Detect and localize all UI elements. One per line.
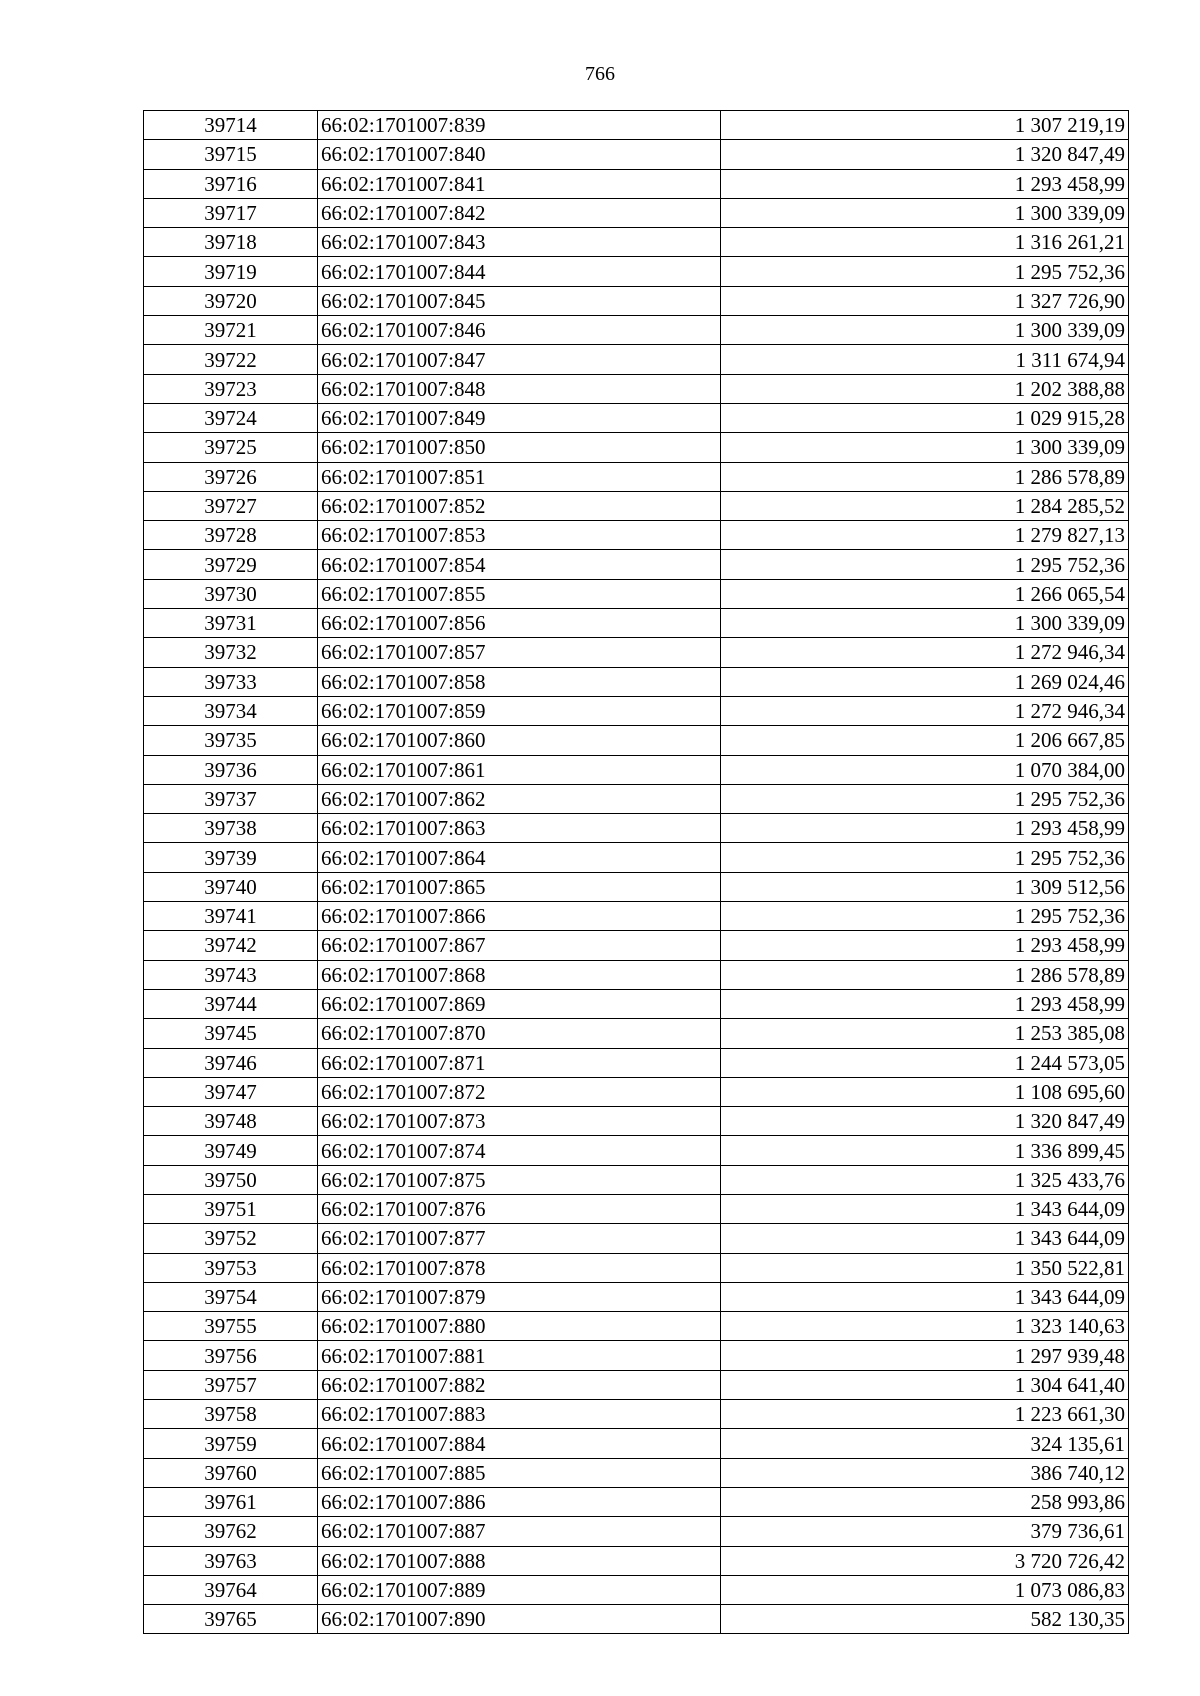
row-number-cell: 39746: [144, 1048, 318, 1077]
cadastral-value-cell: 1 073 086,83: [721, 1575, 1129, 1604]
cadastral-number-cell: 66:02:1701007:874: [318, 1136, 721, 1165]
row-number-cell: 39757: [144, 1370, 318, 1399]
row-number-cell: 39730: [144, 579, 318, 608]
cadastral-number-cell: 66:02:1701007:869: [318, 989, 721, 1018]
cadastral-number-cell: 66:02:1701007:856: [318, 609, 721, 638]
cadastral-value-cell: 386 740,12: [721, 1458, 1129, 1487]
cadastral-value-cell: 582 130,35: [721, 1605, 1129, 1634]
row-number-cell: 39747: [144, 1077, 318, 1106]
cadastral-value-cell: 1 070 384,00: [721, 755, 1129, 784]
cadastral-value-cell: 1 223 661,30: [721, 1400, 1129, 1429]
cadastral-value-cell: 1 325 433,76: [721, 1165, 1129, 1194]
row-number-cell: 39739: [144, 843, 318, 872]
cadastral-number-cell: 66:02:1701007:854: [318, 550, 721, 579]
table-row: [144, 1019, 1129, 1048]
row-number-cell: 39758: [144, 1400, 318, 1429]
row-number-cell: 39717: [144, 198, 318, 227]
row-number-cell: 39715: [144, 140, 318, 169]
row-number-cell: 39752: [144, 1224, 318, 1253]
cadastral-number-cell: 66:02:1701007:857: [318, 638, 721, 667]
cadastral-value-cell: 1 295 752,36: [721, 843, 1129, 872]
cadastral-number-cell: 66:02:1701007:859: [318, 696, 721, 725]
cadastral-value-cell: 1 323 140,63: [721, 1312, 1129, 1341]
table-row: [144, 1605, 1129, 1634]
table-row: [144, 433, 1129, 462]
cadastral-value-cell: 1 293 458,99: [721, 169, 1129, 198]
cadastral-number-cell: 66:02:1701007:840: [318, 140, 721, 169]
row-number-cell: 39763: [144, 1546, 318, 1575]
cadastral-number-cell: 66:02:1701007:844: [318, 257, 721, 286]
row-number-cell: 39725: [144, 433, 318, 462]
cadastral-value-cell: 1 297 939,48: [721, 1341, 1129, 1370]
table-row: [144, 843, 1129, 872]
table-row: [144, 1077, 1129, 1106]
table-row: [144, 1429, 1129, 1458]
row-number-cell: 39719: [144, 257, 318, 286]
table-row: [144, 1370, 1129, 1399]
cadastral-number-cell: 66:02:1701007:861: [318, 755, 721, 784]
row-number-cell: 39728: [144, 521, 318, 550]
cadastral-number-cell: 66:02:1701007:847: [318, 345, 721, 374]
cadastral-value-cell: 1 108 695,60: [721, 1077, 1129, 1106]
table-row: [144, 726, 1129, 755]
row-number-cell: 39754: [144, 1282, 318, 1311]
table-body: [144, 111, 1129, 1634]
cadastral-number-cell: 66:02:1701007:882: [318, 1370, 721, 1399]
row-number-cell: 39716: [144, 169, 318, 198]
page-number: 766: [585, 63, 615, 85]
table-row: [144, 374, 1129, 403]
row-number-cell: 39753: [144, 1253, 318, 1282]
cadastral-number-cell: 66:02:1701007:841: [318, 169, 721, 198]
row-number-cell: 39741: [144, 902, 318, 931]
table-row: [144, 550, 1129, 579]
row-number-cell: 39760: [144, 1458, 318, 1487]
cadastral-number-cell: 66:02:1701007:875: [318, 1165, 721, 1194]
table-row: [144, 1253, 1129, 1282]
cadastral-value-cell: 1 320 847,49: [721, 1107, 1129, 1136]
cadastral-number-cell: 66:02:1701007:850: [318, 433, 721, 462]
table-row: [144, 491, 1129, 520]
row-number-cell: 39745: [144, 1019, 318, 1048]
row-number-cell: 39761: [144, 1487, 318, 1516]
table-row: [144, 316, 1129, 345]
table-row: [144, 1282, 1129, 1311]
table-row: [144, 1136, 1129, 1165]
table-row: [144, 521, 1129, 550]
table-row: [144, 1312, 1129, 1341]
cadastral-value-cell: 1 350 522,81: [721, 1253, 1129, 1282]
cadastral-value-cell: 1 293 458,99: [721, 989, 1129, 1018]
cadastral-value-cell: 1 300 339,09: [721, 316, 1129, 345]
table-row: [144, 902, 1129, 931]
cadastral-number-cell: 66:02:1701007:848: [318, 374, 721, 403]
cadastral-number-cell: 66:02:1701007:886: [318, 1487, 721, 1516]
table-row: [144, 579, 1129, 608]
cadastral-number-cell: 66:02:1701007:853: [318, 521, 721, 550]
cadastral-value-cell: 1 293 458,99: [721, 814, 1129, 843]
cadastral-value-cell: 379 736,61: [721, 1517, 1129, 1546]
cadastral-number-cell: 66:02:1701007:860: [318, 726, 721, 755]
table-row: [144, 1194, 1129, 1223]
row-number-cell: 39740: [144, 872, 318, 901]
cadastral-number-cell: 66:02:1701007:889: [318, 1575, 721, 1604]
row-number-cell: 39714: [144, 111, 318, 140]
cadastral-value-cell: 258 993,86: [721, 1487, 1129, 1516]
cadastral-value-cell: 1 320 847,49: [721, 140, 1129, 169]
row-number-cell: 39733: [144, 667, 318, 696]
row-number-cell: 39721: [144, 316, 318, 345]
cadastral-value-cell: 1 244 573,05: [721, 1048, 1129, 1077]
cadastral-number-cell: 66:02:1701007:890: [318, 1605, 721, 1634]
cadastral-number-cell: 66:02:1701007:858: [318, 667, 721, 696]
cadastral-value-cell: 1 269 024,46: [721, 667, 1129, 696]
cadastral-value-cell: 1 316 261,21: [721, 228, 1129, 257]
cadastral-number-cell: 66:02:1701007:879: [318, 1282, 721, 1311]
cadastral-value-cell: 1 295 752,36: [721, 257, 1129, 286]
cadastral-value-cell: 1 336 899,45: [721, 1136, 1129, 1165]
row-number-cell: 39727: [144, 491, 318, 520]
table-row: [144, 1517, 1129, 1546]
cadastral-number-cell: 66:02:1701007:878: [318, 1253, 721, 1282]
row-number-cell: 39764: [144, 1575, 318, 1604]
table-row: [144, 784, 1129, 813]
cadastral-value-cell: 1 286 578,89: [721, 462, 1129, 491]
cadastral-number-cell: 66:02:1701007:883: [318, 1400, 721, 1429]
table-row: [144, 1575, 1129, 1604]
row-number-cell: 39751: [144, 1194, 318, 1223]
cadastral-value-cell: 1 343 644,09: [721, 1194, 1129, 1223]
table-row: [144, 169, 1129, 198]
row-number-cell: 39744: [144, 989, 318, 1018]
row-number-cell: 39755: [144, 1312, 318, 1341]
row-number-cell: 39759: [144, 1429, 318, 1458]
cadastral-value-cell: 1 327 726,90: [721, 286, 1129, 315]
cadastral-value-table: [143, 110, 1129, 1634]
cadastral-number-cell: 66:02:1701007:868: [318, 960, 721, 989]
cadastral-number-cell: 66:02:1701007:885: [318, 1458, 721, 1487]
table-row: [144, 609, 1129, 638]
cadastral-value-cell: 1 295 752,36: [721, 902, 1129, 931]
table-row: [144, 989, 1129, 1018]
cadastral-number-cell: 66:02:1701007:846: [318, 316, 721, 345]
cadastral-number-cell: 66:02:1701007:880: [318, 1312, 721, 1341]
row-number-cell: 39742: [144, 931, 318, 960]
cadastral-number-cell: 66:02:1701007:873: [318, 1107, 721, 1136]
table-row: [144, 345, 1129, 374]
row-number-cell: 39718: [144, 228, 318, 257]
row-number-cell: 39726: [144, 462, 318, 491]
cadastral-value-cell: 1 029 915,28: [721, 403, 1129, 432]
cadastral-value-cell: 1 295 752,36: [721, 550, 1129, 579]
table-row: [144, 960, 1129, 989]
cadastral-number-cell: 66:02:1701007:839: [318, 111, 721, 140]
cadastral-value-cell: 1 284 285,52: [721, 491, 1129, 520]
cadastral-number-cell: 66:02:1701007:877: [318, 1224, 721, 1253]
table-row: [144, 814, 1129, 843]
cadastral-value-cell: 1 206 667,85: [721, 726, 1129, 755]
cadastral-number-cell: 66:02:1701007:866: [318, 902, 721, 931]
table-row: [144, 1048, 1129, 1077]
cadastral-value-cell: 1 300 339,09: [721, 198, 1129, 227]
table-row: [144, 1487, 1129, 1516]
cadastral-value-cell: 1 202 388,88: [721, 374, 1129, 403]
row-number-cell: 39737: [144, 784, 318, 813]
table-row: [144, 696, 1129, 725]
cadastral-value-cell: 1 300 339,09: [721, 433, 1129, 462]
cadastral-number-cell: 66:02:1701007:845: [318, 286, 721, 315]
cadastral-number-cell: 66:02:1701007:852: [318, 491, 721, 520]
table-row: [144, 286, 1129, 315]
row-number-cell: 39724: [144, 403, 318, 432]
row-number-cell: 39748: [144, 1107, 318, 1136]
table-row: [144, 257, 1129, 286]
cadastral-number-cell: 66:02:1701007:871: [318, 1048, 721, 1077]
table-row: [144, 140, 1129, 169]
table-row: [144, 1546, 1129, 1575]
table-row: [144, 1341, 1129, 1370]
cadastral-number-cell: 66:02:1701007:843: [318, 228, 721, 257]
cadastral-value-cell: 1 311 674,94: [721, 345, 1129, 374]
table-row: [144, 403, 1129, 432]
row-number-cell: 39729: [144, 550, 318, 579]
cadastral-number-cell: 66:02:1701007:887: [318, 1517, 721, 1546]
cadastral-number-cell: 66:02:1701007:865: [318, 872, 721, 901]
cadastral-number-cell: 66:02:1701007:855: [318, 579, 721, 608]
table-row: [144, 755, 1129, 784]
cadastral-value-cell: 1 304 641,40: [721, 1370, 1129, 1399]
cadastral-number-cell: 66:02:1701007:842: [318, 198, 721, 227]
table-row: [144, 1107, 1129, 1136]
table-row: [144, 1458, 1129, 1487]
row-number-cell: 39720: [144, 286, 318, 315]
row-number-cell: 39762: [144, 1517, 318, 1546]
cadastral-value-cell: 1 300 339,09: [721, 609, 1129, 638]
cadastral-value-cell: 1 307 219,19: [721, 111, 1129, 140]
cadastral-value-cell: 1 286 578,89: [721, 960, 1129, 989]
cadastral-value-cell: 1 266 065,54: [721, 579, 1129, 608]
cadastral-number-cell: 66:02:1701007:864: [318, 843, 721, 872]
table-row: [144, 462, 1129, 491]
cadastral-value-cell: 1 343 644,09: [721, 1224, 1129, 1253]
row-number-cell: 39756: [144, 1341, 318, 1370]
row-number-cell: 39735: [144, 726, 318, 755]
table-row: [144, 638, 1129, 667]
cadastral-number-cell: 66:02:1701007:867: [318, 931, 721, 960]
table-row: [144, 1224, 1129, 1253]
cadastral-value-cell: 3 720 726,42: [721, 1546, 1129, 1575]
cadastral-number-cell: 66:02:1701007:863: [318, 814, 721, 843]
cadastral-number-cell: 66:02:1701007:881: [318, 1341, 721, 1370]
row-number-cell: 39743: [144, 960, 318, 989]
row-number-cell: 39722: [144, 345, 318, 374]
row-number-cell: 39732: [144, 638, 318, 667]
row-number-cell: 39723: [144, 374, 318, 403]
cadastral-number-cell: 66:02:1701007:884: [318, 1429, 721, 1458]
cadastral-value-cell: 1 293 458,99: [721, 931, 1129, 960]
table-row: [144, 228, 1129, 257]
cadastral-value-cell: 1 309 512,56: [721, 872, 1129, 901]
row-number-cell: 39731: [144, 609, 318, 638]
row-number-cell: 39765: [144, 1605, 318, 1634]
cadastral-value-cell: 1 295 752,36: [721, 784, 1129, 813]
cadastral-value-cell: 324 135,61: [721, 1429, 1129, 1458]
table-row: [144, 198, 1129, 227]
cadastral-number-cell: 66:02:1701007:862: [318, 784, 721, 813]
cadastral-number-cell: 66:02:1701007:870: [318, 1019, 721, 1048]
cadastral-value-cell: 1 272 946,34: [721, 696, 1129, 725]
cadastral-number-cell: 66:02:1701007:872: [318, 1077, 721, 1106]
table-row: [144, 872, 1129, 901]
row-number-cell: 39734: [144, 696, 318, 725]
cadastral-number-cell: 66:02:1701007:851: [318, 462, 721, 491]
row-number-cell: 39738: [144, 814, 318, 843]
cadastral-value-cell: 1 343 644,09: [721, 1282, 1129, 1311]
table-row: [144, 1165, 1129, 1194]
cadastral-value-cell: 1 279 827,13: [721, 521, 1129, 550]
cadastral-value-cell: 1 253 385,08: [721, 1019, 1129, 1048]
row-number-cell: 39736: [144, 755, 318, 784]
cadastral-number-cell: 66:02:1701007:849: [318, 403, 721, 432]
row-number-cell: 39749: [144, 1136, 318, 1165]
cadastral-number-cell: 66:02:1701007:888: [318, 1546, 721, 1575]
table-row: [144, 667, 1129, 696]
cadastral-value-cell: 1 272 946,34: [721, 638, 1129, 667]
cadastral-number-cell: 66:02:1701007:876: [318, 1194, 721, 1223]
table-row: [144, 111, 1129, 140]
table-row: [144, 1400, 1129, 1429]
row-number-cell: 39750: [144, 1165, 318, 1194]
table-row: [144, 931, 1129, 960]
